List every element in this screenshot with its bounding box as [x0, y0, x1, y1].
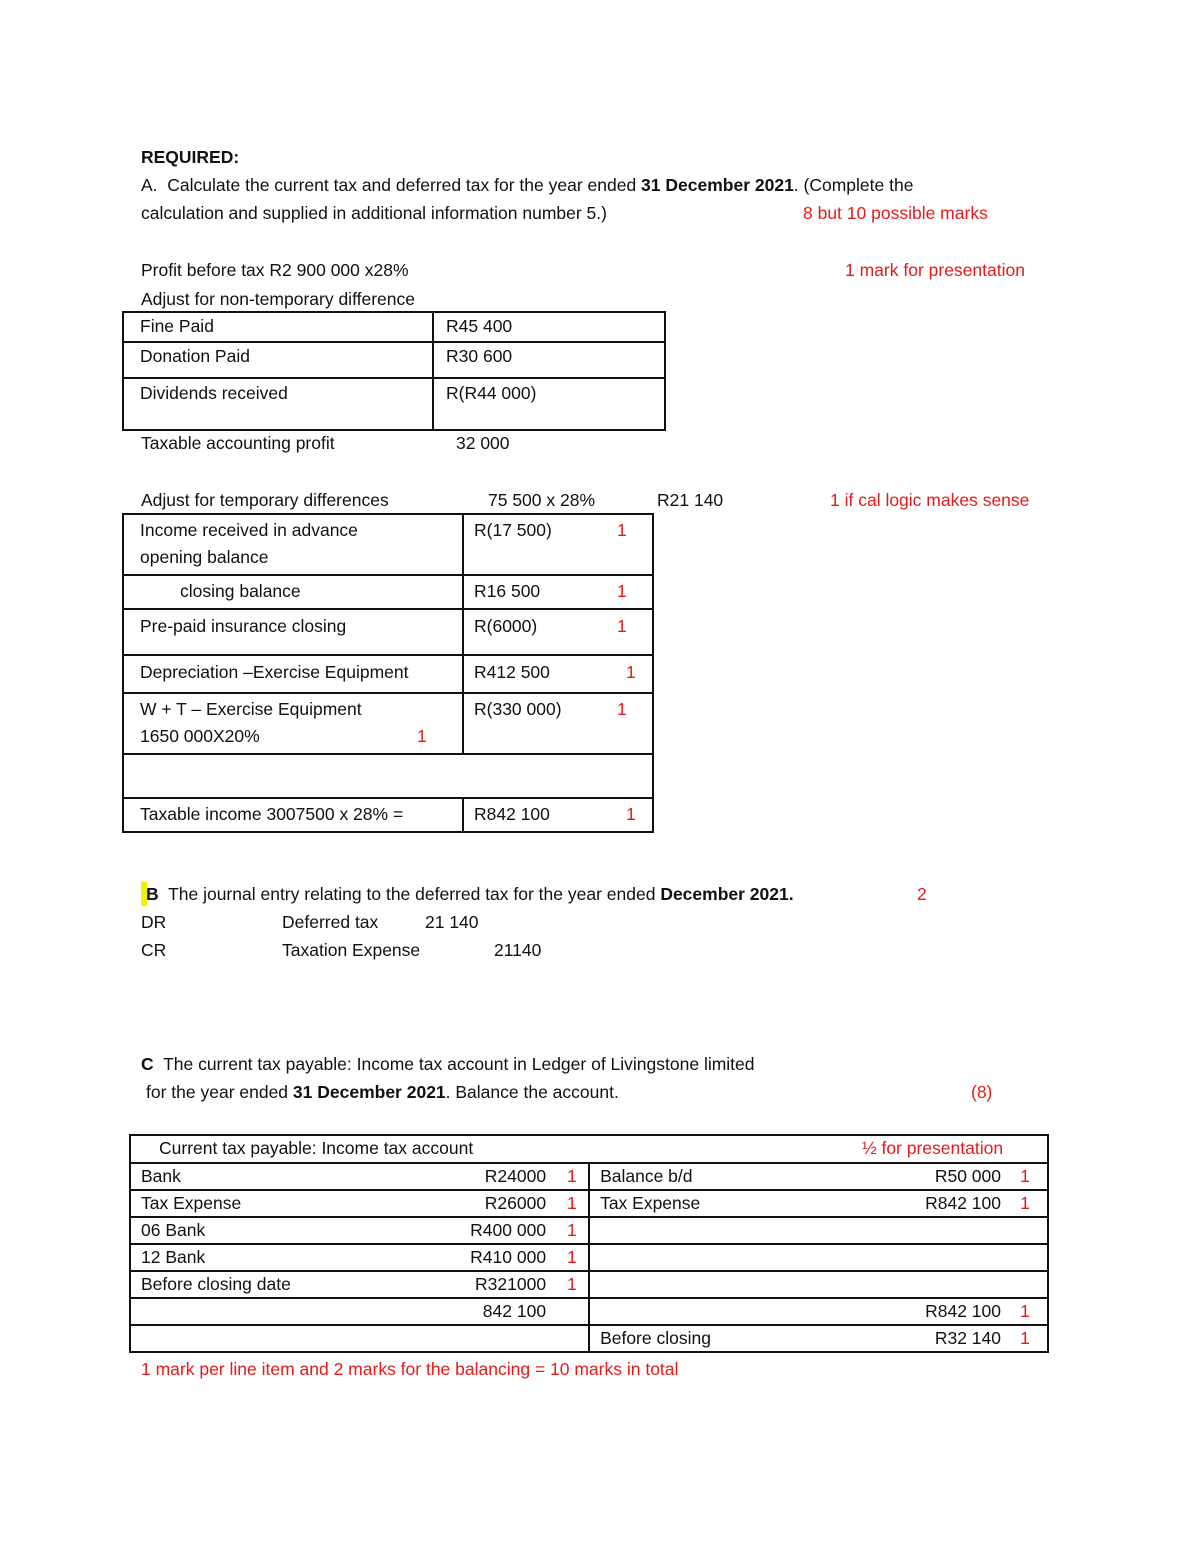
row-label — [123, 514, 463, 575]
row-label: Depreciation –Exercise Equipment — [123, 655, 463, 693]
debit-cell — [130, 1190, 589, 1217]
value-text: R16 500 — [474, 581, 541, 601]
debit-label: Before closing date — [141, 1274, 291, 1294]
row-value: R(R44 000) — [433, 378, 665, 430]
table-row — [123, 798, 653, 832]
row-value — [463, 798, 653, 832]
journal-amount: 21 140 — [425, 912, 479, 932]
ledger-title-mark: ½ for presentation — [862, 1138, 1004, 1158]
debit-mark: 1 — [567, 1193, 577, 1213]
section-b-date: December 2021. — [660, 884, 794, 904]
credit-mark: 1 — [1020, 1166, 1030, 1186]
ledger-row — [130, 1217, 1048, 1244]
row-label-line1: Income received in advance — [140, 520, 358, 540]
credit-cell — [589, 1298, 1048, 1325]
debit-cell — [130, 1217, 589, 1244]
table-row — [123, 693, 653, 754]
value-text: R(330 000) — [474, 699, 562, 719]
section-b-mark: 2 — [917, 884, 927, 904]
debit-mark: 1 — [567, 1166, 577, 1186]
value-text: R(6000) — [474, 616, 538, 636]
debit-amount: R26000 — [484, 1193, 547, 1213]
debit-mark: 1 — [567, 1274, 577, 1294]
taxable-profit-value: 32 000 — [456, 433, 510, 453]
credit-label: Balance b/d — [600, 1166, 693, 1186]
debit-label: 12 Bank — [141, 1247, 206, 1267]
temporary-heading: Adjust for temporary differences — [141, 490, 389, 510]
question-a-marks: 8 but 10 possible marks — [803, 203, 988, 223]
question-a-after: . (Complete the — [793, 175, 914, 195]
ledger-title — [130, 1135, 1048, 1163]
credit-amount: R50 000 — [934, 1166, 1001, 1186]
debit-cell — [130, 1244, 589, 1271]
row-label-line2 — [140, 723, 446, 750]
calc-text: 1650 000X20% — [140, 726, 260, 746]
row-label — [123, 693, 463, 754]
debit-amount: R24000 — [484, 1166, 547, 1186]
table-row — [123, 655, 653, 693]
credit-cell — [589, 1163, 1048, 1190]
non-temporary-heading: Adjust for non-temporary difference — [141, 289, 415, 309]
value-text: R(17 500) — [474, 520, 552, 540]
ledger-row — [130, 1244, 1048, 1271]
debit-cell — [130, 1271, 589, 1298]
row-label: Donation Paid — [123, 342, 433, 378]
profit-line: Profit before tax R2 900 000 x28% — [141, 260, 409, 280]
credit-amount: R842 100 — [925, 1301, 1001, 1321]
debit-cell — [130, 1298, 589, 1325]
table-row — [123, 514, 653, 575]
ledger-row — [130, 1163, 1048, 1190]
mark: 1 — [626, 662, 636, 682]
row-value: R45 400 — [433, 312, 665, 342]
mark: 1 — [626, 804, 636, 824]
non-temporary-table — [122, 311, 666, 431]
debit-cell — [130, 1163, 589, 1190]
ledger-row — [130, 1325, 1048, 1352]
debit-label: Bank — [141, 1166, 181, 1186]
row-label: Dividends received — [123, 378, 433, 430]
ledger-title-row — [130, 1135, 1048, 1163]
row-value — [463, 655, 653, 693]
debit-amount: 842 100 — [482, 1301, 547, 1321]
row-value — [463, 575, 653, 609]
credit-cell — [589, 1271, 1048, 1298]
table-row — [123, 312, 665, 342]
value-text: R842 100 — [474, 804, 550, 824]
debit-mark: 1 — [567, 1220, 577, 1240]
empty-row — [123, 754, 653, 798]
temporary-calc: 75 500 x 28% — [488, 490, 596, 510]
credit-cell — [589, 1217, 1048, 1244]
section-b-text: The journal entry relating to the deferred tax for the year ended — [168, 884, 661, 904]
credit-mark: 1 — [1020, 1301, 1030, 1321]
debit-label: Tax Expense — [141, 1193, 242, 1213]
section-c-mark: (8) — [971, 1082, 993, 1102]
ledger-table — [129, 1134, 1049, 1353]
row-value: R30 600 — [433, 342, 665, 378]
table-row — [123, 575, 653, 609]
section-c-text: The current tax payable: Income tax account in Ledger of Livingstone limited — [163, 1054, 755, 1074]
credit-label: Before closing — [600, 1328, 711, 1348]
section-c-date: 31 December 2021 — [292, 1082, 446, 1102]
value-text: R412 500 — [474, 662, 550, 682]
journal-account: Taxation Expense — [282, 940, 421, 960]
ledger-row — [130, 1271, 1048, 1298]
journal-amount: 21140 — [494, 940, 542, 960]
question-a-text: Calculate the current tax and deferred tax for the year ended — [167, 175, 642, 195]
credit-cell — [589, 1190, 1048, 1217]
credit-label: Tax Expense — [600, 1193, 701, 1213]
temporary-result: R21 140 — [657, 490, 724, 510]
section-c-prefix: C — [141, 1054, 154, 1074]
debit-amount: R400 000 — [470, 1220, 547, 1240]
mark: 1 — [417, 726, 427, 746]
question-a-date: 31 December 2021 — [641, 175, 794, 195]
mark: 1 — [617, 616, 627, 636]
ledger-row — [130, 1298, 1048, 1325]
row-label: Fine Paid — [123, 312, 433, 342]
section-c-line1 — [141, 1053, 755, 1075]
table-row — [123, 378, 665, 430]
question-a-line1 — [141, 174, 913, 196]
question-a-line2: calculation and supplied in additional information number 5.) — [141, 203, 607, 223]
temporary-marks: 1 if cal logic makes sense — [830, 490, 1030, 510]
ledger-row — [130, 1190, 1048, 1217]
row-label: closing balance — [123, 575, 463, 609]
credit-amount: R32 140 — [934, 1328, 1001, 1348]
section-c-line2 — [146, 1081, 619, 1103]
debit-amount: R410 000 — [470, 1247, 547, 1267]
presentation-marks: 1 mark for presentation — [845, 260, 1025, 280]
credit-cell — [589, 1244, 1048, 1271]
row-value — [463, 609, 653, 655]
credit-mark: 1 — [1020, 1328, 1030, 1348]
ledger-title-text: Current tax payable: Income tax account — [159, 1138, 474, 1158]
row-label: Pre-paid insurance closing — [123, 609, 463, 655]
mark: 1 — [617, 520, 627, 540]
credit-mark: 1 — [1020, 1193, 1030, 1213]
section-c-after: . Balance the account. — [445, 1082, 619, 1102]
required-heading: REQUIRED: — [141, 147, 240, 167]
row-label-line2: opening balance — [140, 547, 269, 567]
journal-side: CR — [141, 940, 167, 960]
debit-label: 06 Bank — [141, 1220, 206, 1240]
debit-cell — [130, 1325, 589, 1352]
section-b-prefix: B — [146, 884, 159, 904]
debit-amount: R321000 — [475, 1274, 547, 1294]
taxable-profit-label: Taxable accounting profit — [141, 433, 335, 453]
table-row — [123, 609, 653, 655]
table-row — [123, 342, 665, 378]
row-value — [463, 514, 653, 575]
journal-account: Deferred tax — [282, 912, 379, 932]
debit-mark: 1 — [567, 1247, 577, 1267]
table-row — [123, 754, 653, 798]
temporary-table — [122, 513, 654, 833]
section-c-before: for the year ended — [146, 1082, 293, 1102]
question-a-prefix: A. — [141, 175, 158, 195]
row-value — [463, 693, 653, 754]
mark: 1 — [617, 581, 627, 601]
mark: 1 — [617, 699, 627, 719]
row-label: Taxable income 3007500 x 28% = — [123, 798, 463, 832]
section-b-line — [146, 883, 794, 905]
row-label-line1: W + T – Exercise Equipment — [140, 699, 362, 719]
journal-side: DR — [141, 912, 167, 932]
ledger-footer: 1 mark per line item and 2 marks for the balancing = 10 marks in total — [141, 1359, 679, 1379]
credit-cell — [589, 1325, 1048, 1352]
credit-amount: R842 100 — [925, 1193, 1001, 1213]
